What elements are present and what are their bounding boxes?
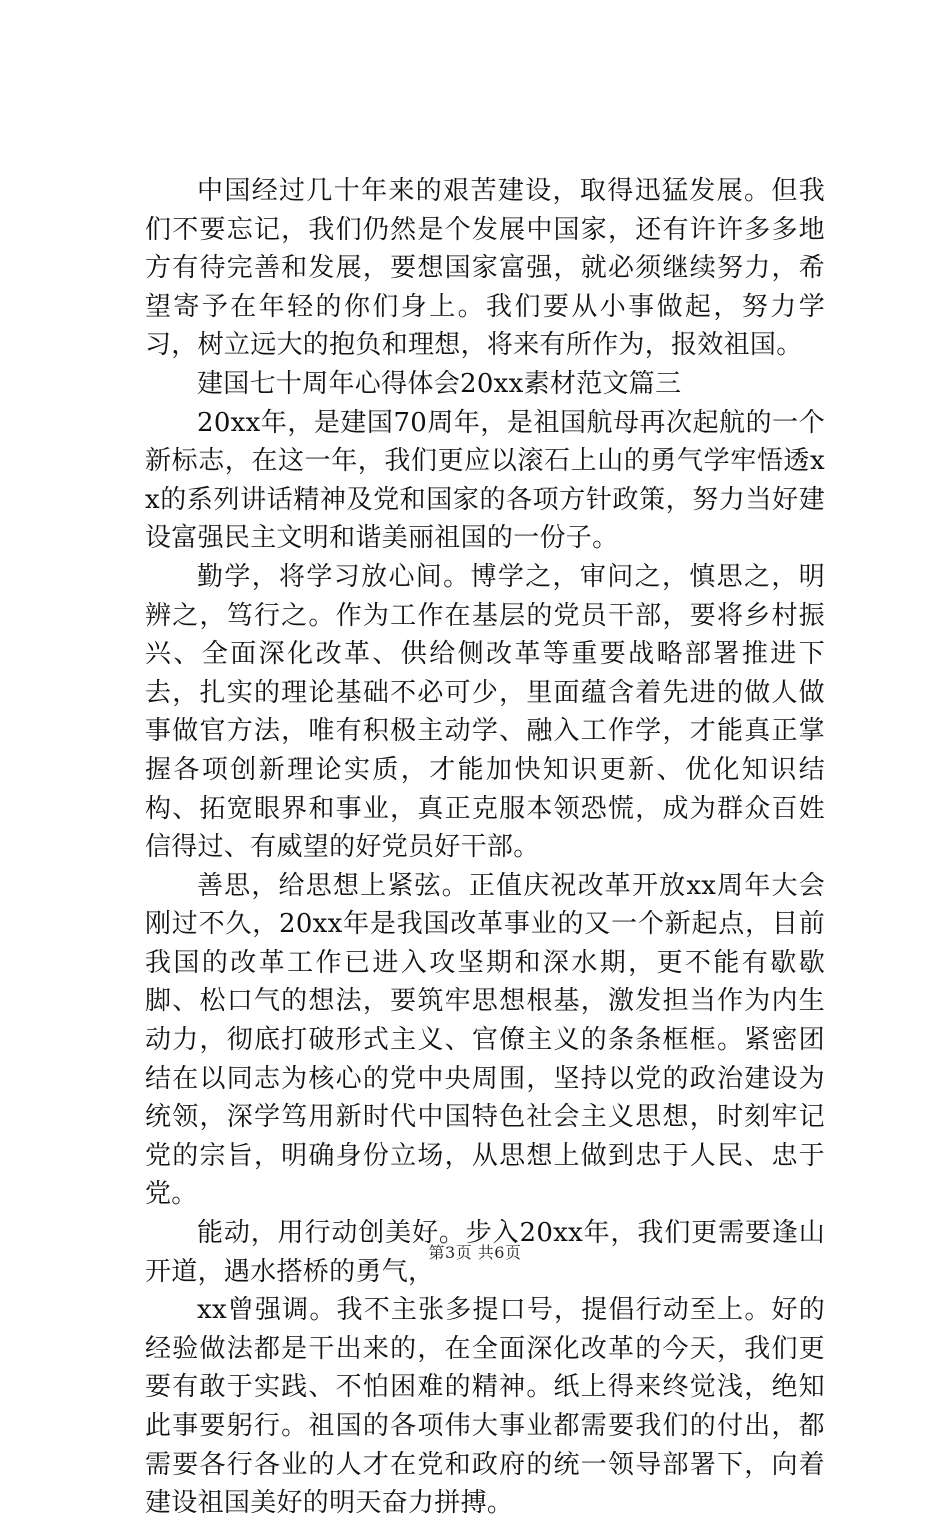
paragraph: 善思，给思想上紧弦。正值庆祝改革开放xx周年大会刚过不久，20xx年是我国改革事业的又一个新起点，目前我国的改革工作已进入攻坚期和深水期，更不能有歇歇脚、松口气的想法，要筑牢思想根基，激发担当作为内生动力，彻底打破形式主义、官僚主义的条条框框。紧密团结在以同志为核心的党中央周围，坚持以党的政治建设为统领，深学笃用新时代中国特色社会主义思想，时刻牢记党的宗旨，明确身份立场，从思想上做到忠于人民、忠于党。 [145, 870, 825, 1210]
paragraph: 能动，用行动创美好。步入20xx年，我们更需要逢山开道，遇水搭桥的勇气， [145, 1218, 825, 1287]
page-number-footer: 第3页 共6页 [428, 1243, 522, 1262]
paragraph: 20xx年，是建国70周年，是祖国航母再次起航的一个新标志，在这一年，我们更应以滚石上山的勇气学牢悟透xx的系列讲话精神及党和国家的各项方针政策，努力当好建设富强民主文明和谐美丽祖国的一份子。 [145, 407, 825, 554]
paragraph: 中国经过几十年来的艰苦建设，取得迅猛发展。但我们不要忘记，我们仍然是个发展中国家，还有许许多多地方有待完善和发展，要想国家富强，就必须继续努力，希望寄予在年轻的你们身上。我们要从小事做起，努力学习，树立远大的抱负和理想，将来有所作为，报效祖国。 [145, 176, 825, 361]
paragraph: 勤学，将学习放心间。博学之，审问之，慎思之，明辨之，笃行之。作为工作在基层的党员干部，要将乡村振兴、全面深化改革、供给侧改革等重要战略部署推进下去，扎实的理论基础不必可少，里面蕴含着先进的做人做事做官方法，唯有积极主动学、融入工作学，才能真正掌握各项创新理论实质，才能加快知识更新、优化知识结构、拓宽眼界和事业，真正克服本领恐慌，成为群众百姓信得过、有威望的好党员好干部。 [145, 561, 825, 863]
document-body [145, 172, 825, 1523]
section-title: 建国七十周年心得体会20xx素材范文篇三 [197, 368, 682, 399]
paragraph: xx曾强调。我不主张多提口号，提倡行动至上。好的经验做法都是干出来的，在全面深化改革的今天，我们更要有敢于实践、不怕困难的精神。纸上得来终觉浅，绝知此事要躬行。祖国的各项伟大事业都需要我们的付出，都需要各行各业的人才在党和政府的统一领导部署下，向着建设祖国美好的明天奋力拼搏。 [145, 1295, 825, 1519]
